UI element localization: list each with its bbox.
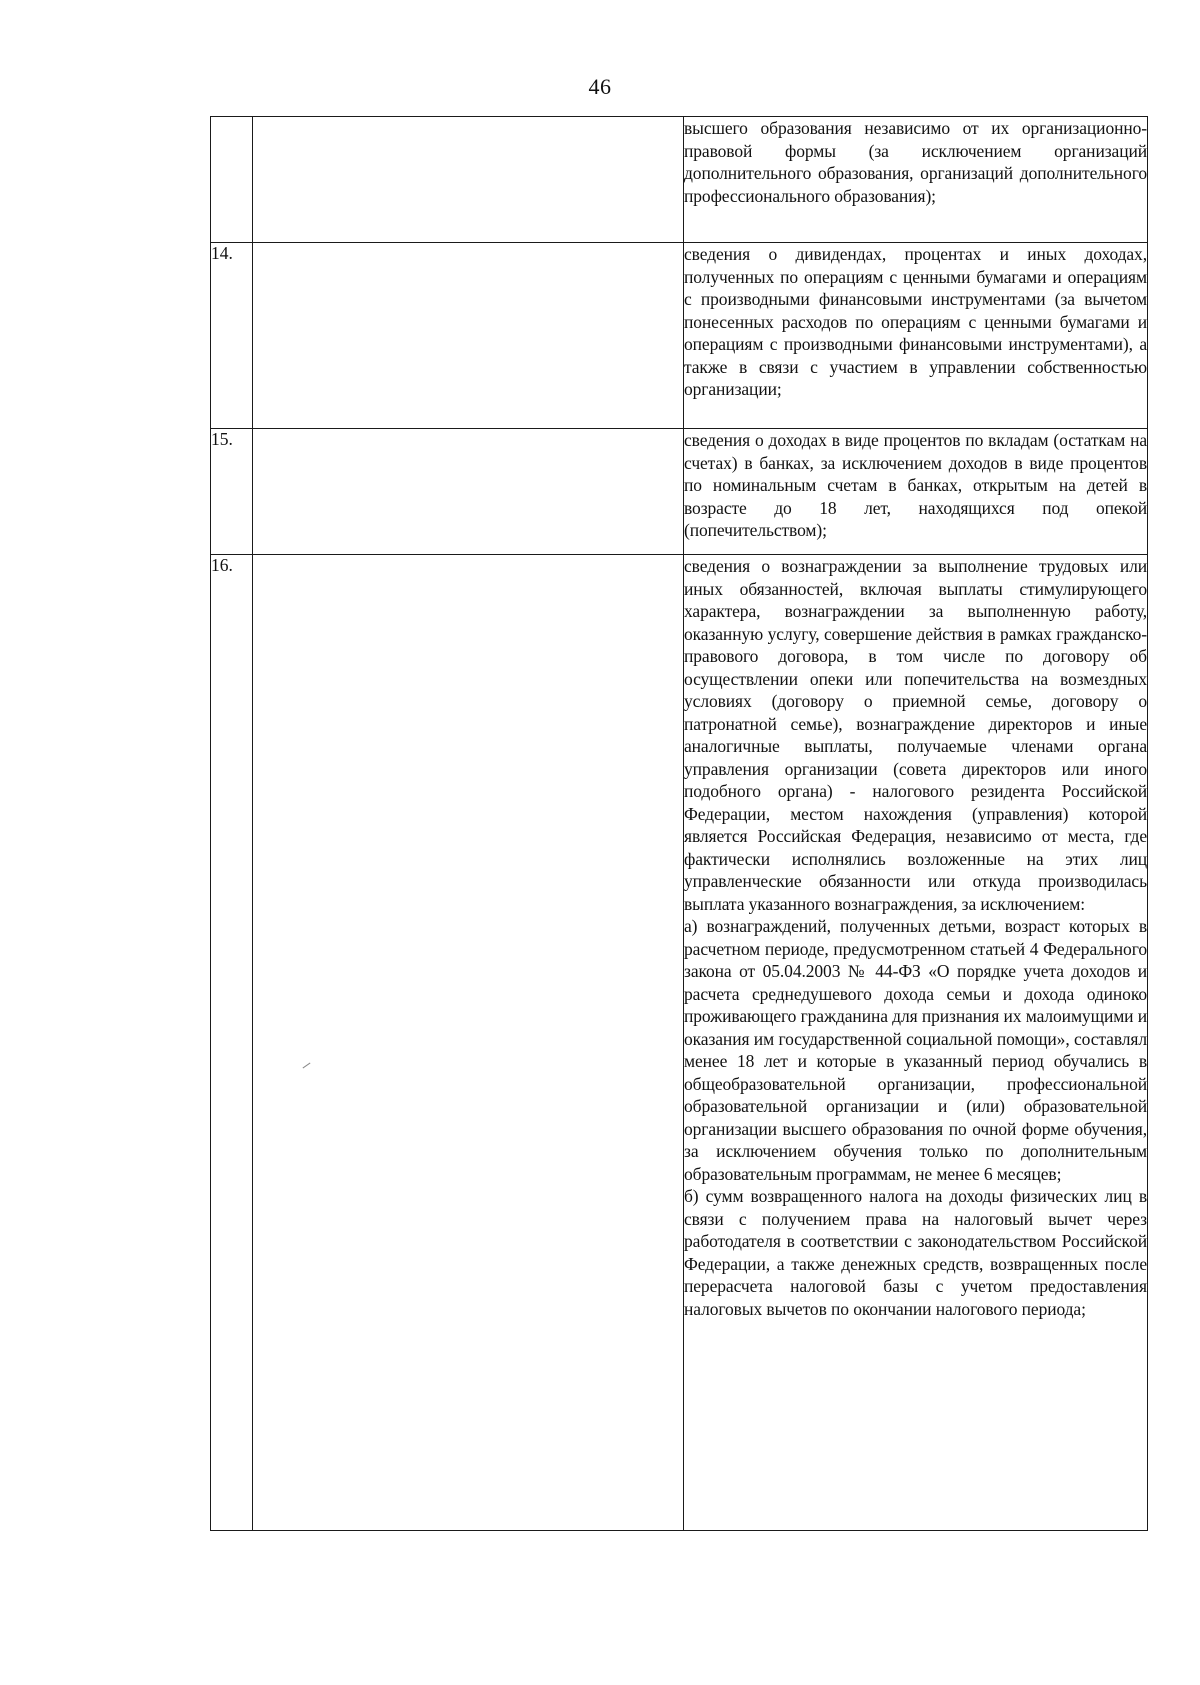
- description-cell: [684, 117, 1148, 243]
- empty-cell: [253, 117, 684, 243]
- empty-cell: [253, 243, 684, 429]
- empty-cell: [253, 429, 684, 555]
- empty-cell: [253, 555, 684, 1531]
- exception-item-b: б) сумм возвращенного налога на доходы физических лиц в связи с получением права на налоговый вычет через работодателя в соответствии с законодательством Российской Федерации, а также денежных средств, возвращенных после перерасчета налоговой базы с учетом предоставления налоговых вычетов по окончании налогового периода;: [684, 1186, 1147, 1319]
- description-cell: [684, 555, 1148, 1531]
- row-number-cell: [211, 117, 253, 243]
- row-number-cell: 14.: [211, 243, 253, 429]
- description-paragraph: высшего образования независимо от их организационно-правовой формы (за исключением организаций дополнительного образования, организаций дополнительного профессионального образования);: [684, 118, 1147, 206]
- table-row: [211, 243, 1148, 429]
- description-paragraph: сведения о дивидендах, процентах и иных доходах, полученных по операциям с ценными бумагами и операциям с производными финансовыми инструментами (за вычетом понесенных расходов по операциям с ценными бумагами и операциям с производными финансовыми инструментами), а также в связи с участием в управлении собственностью организации;: [684, 244, 1147, 399]
- description-cell: [684, 429, 1148, 555]
- table-row: [211, 117, 1148, 243]
- row-number-cell: 15.: [211, 429, 253, 555]
- document-table: [210, 116, 1148, 1531]
- page-number: 46: [588, 74, 612, 99]
- description-paragraph: сведения о вознаграждении за выполнение трудовых или иных обязанностей, включая выплаты стимулирующего характера, вознаграждении за выполненную работу, оказанную услугу, совершение действия в рамках гражданско-правового договора, в том числе по договору об осуществлении опеки или попечительства на возмездных условиях (договору о приемной семье, договору о патронатной семье), вознаграждение директоров и иные аналогичные выплаты, получаемые членами органа управления организации (совета директоров или иного подобного органа) - налогового резидента Российской Федерации, местом нахождения (управления) которой является Российская Федерация, независимо от места, где фактически исполнялись возложенные на этих лиц управленческие обязанности или откуда производилась выплата указанного вознаграждения, за исключением:: [684, 556, 1147, 914]
- description-paragraph: сведения о доходах в виде процентов по вкладам (остаткам на счетах) в банках, за исключением доходов в виде процентов по номинальным счетам в банках, открытым на детей в возрасте до 18 лет, находящихся под опекой (попечительством);: [684, 430, 1147, 540]
- exception-item-a: а) вознаграждений, полученных детьми, возраст которых в расчетном периоде, предусмотренном статьей 4 Федерального закона от 05.04.2003 № 44-ФЗ «О порядке учета доходов и расчета среднедушевого дохода семьи и дохода одиноко проживающего гражданина для признания их малоимущими и оказания им государственной социальной помощи», составлял менее 18 лет и которые в указанный период обучались в общеобразовательной организации, профессиональной образовательной организации и (или) образовательной организации высшего образования по очной форме обучения, за исключением обучения только по дополнительным образовательным программам, не менее 6 месяцев;: [684, 916, 1147, 1184]
- table-row: [211, 429, 1148, 555]
- table-row: [211, 555, 1148, 1531]
- description-cell: [684, 243, 1148, 429]
- row-number-cell: 16.: [211, 555, 253, 1531]
